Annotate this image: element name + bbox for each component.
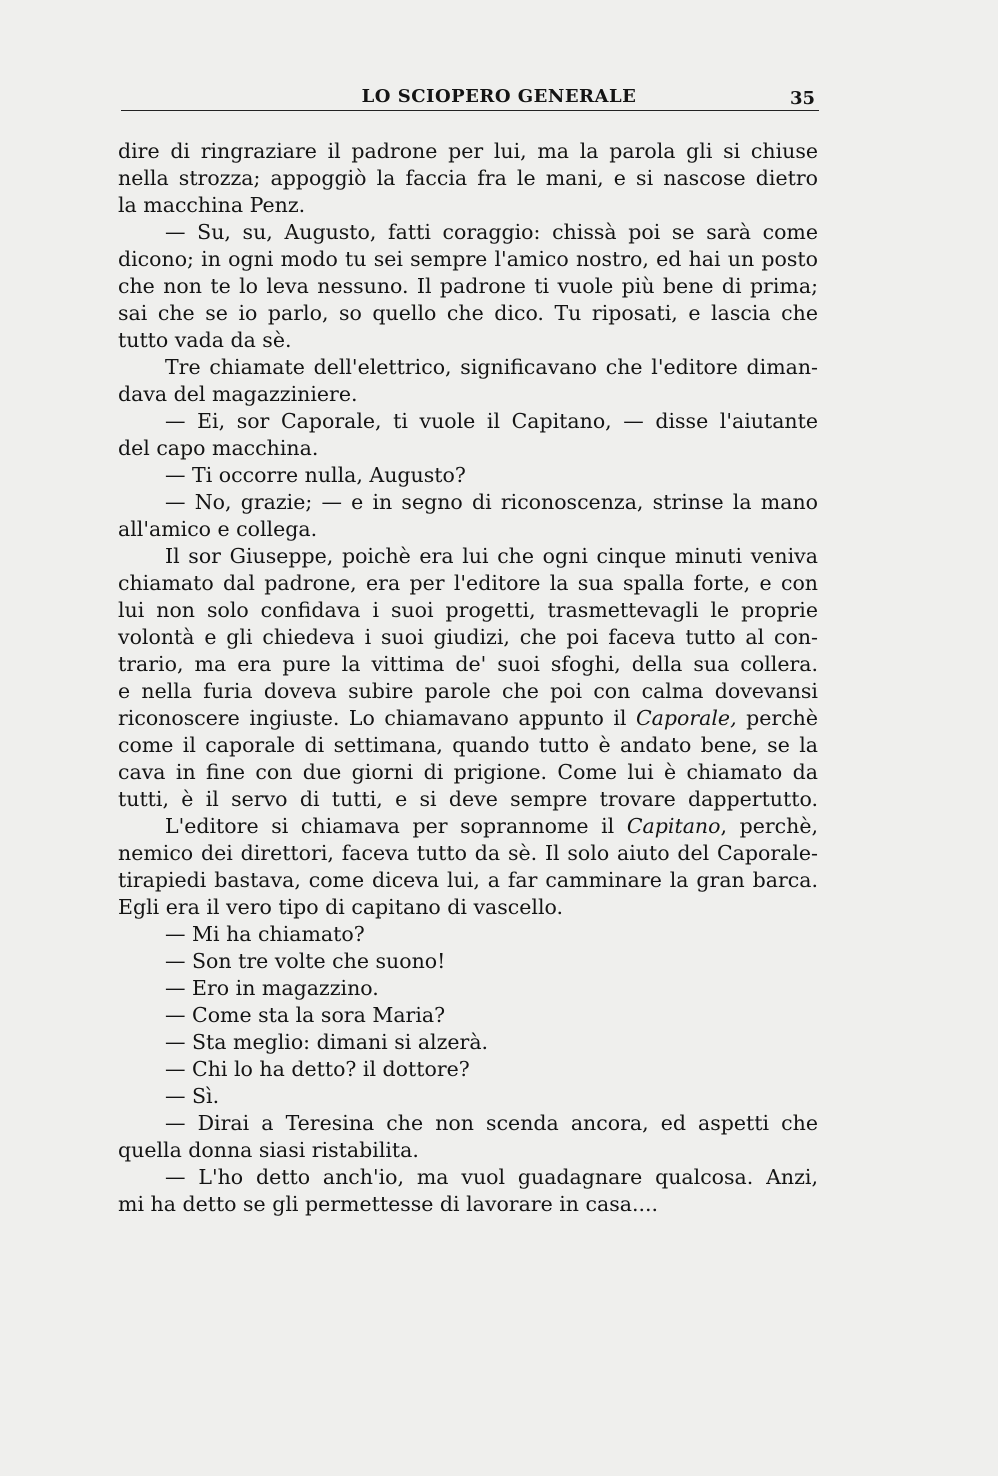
text-line: tutto vada da sè.: [118, 328, 292, 352]
text-line: che non te lo leva nessuno. Il padrone ti vuole più bene di prima;: [118, 274, 818, 298]
text-line: trario, ma era pure la vittima de' suoi sfoghi, della sua collera.: [118, 652, 818, 676]
text-line: Tre chiamate dell'elettrico, significavano che l'editore diman-: [165, 355, 818, 379]
text-line: — Come sta la sora Maria?: [165, 1003, 446, 1027]
text-line: nella strozza; appoggiò la faccia fra le mani, e si nascose dietro: [118, 166, 818, 190]
text-line: [118, 813, 818, 840]
italic-term: Capitano: [626, 814, 721, 838]
text-line: dire di ringraziare il padrone per lui, ma la parola gli si chiuse: [118, 139, 818, 163]
text-line: del capo macchina.: [118, 436, 319, 460]
line-segment: , perchè,: [720, 814, 819, 838]
text-line: chiamato dal padrone, era per l'editore la sua spalla forte, e con: [118, 571, 818, 595]
text-line: mi ha detto se gli permettesse di lavorare in casa....: [118, 1192, 659, 1216]
text-line: e nella furia doveva subire parole che poi con calma dovevansi: [118, 679, 818, 703]
text-line: [118, 705, 818, 732]
text-line: — Sta meglio: dimani si alzerà.: [165, 1030, 489, 1054]
text-line: nemico dei direttori, faceva tutto da sè. Il solo aiuto del Caporale-: [118, 841, 818, 865]
text-line: — L'ho detto anch'io, ma vuol guadagnare qualcosa. Anzi,: [165, 1165, 818, 1189]
text-line: la macchina Penz.: [118, 193, 306, 217]
text-line: come il caporale di settimana, quando tutto è andato bene, se la: [118, 733, 818, 757]
text-line: lui non solo confidava i suoi progetti, trasmettevagli le proprie: [118, 598, 818, 622]
text-line: — Ero in magazzino.: [165, 976, 379, 1000]
text-line: — Chi lo ha detto? il dottore?: [165, 1057, 470, 1081]
line-segment: riconoscere ingiuste. Lo chiamavano appunto il: [118, 706, 636, 730]
text-line: all'amico e collega.: [118, 517, 318, 541]
text-line: Egli era il vero tipo di capitano di vascello.: [118, 895, 564, 919]
text-line: volontà e gli chiedeva i suoi giudizi, che poi faceva tutto al con-: [118, 625, 818, 649]
line-segment: perchè: [736, 706, 818, 730]
text-line: — Dirai a Teresina che non scenda ancora, ed aspetti che: [165, 1111, 818, 1135]
text-line: — No, grazie; — e in segno di riconoscenza, strinse la mano: [165, 490, 818, 514]
text-line: — Ti occorre nulla, Augusto?: [165, 463, 466, 487]
text-line: sai che se io parlo, so quello che dico. Tu riposati, e lascia che: [118, 301, 818, 325]
italic-term: Caporale,: [635, 706, 737, 730]
running-header-title: LO SCIOPERO GENERALE: [361, 86, 637, 107]
text-line: tutti, è il servo di tutti, e si deve sempre trovare dappertutto.: [118, 787, 818, 811]
text-line: — Son tre volte che suono!: [165, 949, 446, 973]
text-line: dava del magazziniere.: [118, 382, 358, 406]
page-number: 35: [790, 88, 816, 109]
text-line: tirapiedi bastava, come diceva lui, a far camminare la gran barca.: [118, 868, 818, 892]
text-line: cava in fine con due giorni di prigione. Come lui è chiamato da: [118, 760, 818, 784]
text-line: — Mi ha chiamato?: [165, 922, 365, 946]
header-rule: [121, 110, 819, 111]
text-line: — Sì.: [165, 1084, 220, 1108]
text-line: — Su, su, Augusto, fatti coraggio: chissà poi se sarà come: [165, 220, 818, 244]
text-line: — Ei, sor Caporale, ti vuole il Capitano, — disse l'aiutante: [165, 409, 818, 433]
body-text: [118, 138, 818, 1218]
line-segment: L'editore si chiamava per soprannome il: [165, 814, 627, 838]
text-line: quella donna siasi ristabilita.: [118, 1138, 419, 1162]
text-line: Il sor Giuseppe, poichè era lui che ogni cinque minuti veniva: [165, 544, 818, 568]
text-line: dicono; in ogni modo tu sei sempre l'amico nostro, ed hai un posto: [118, 247, 818, 271]
